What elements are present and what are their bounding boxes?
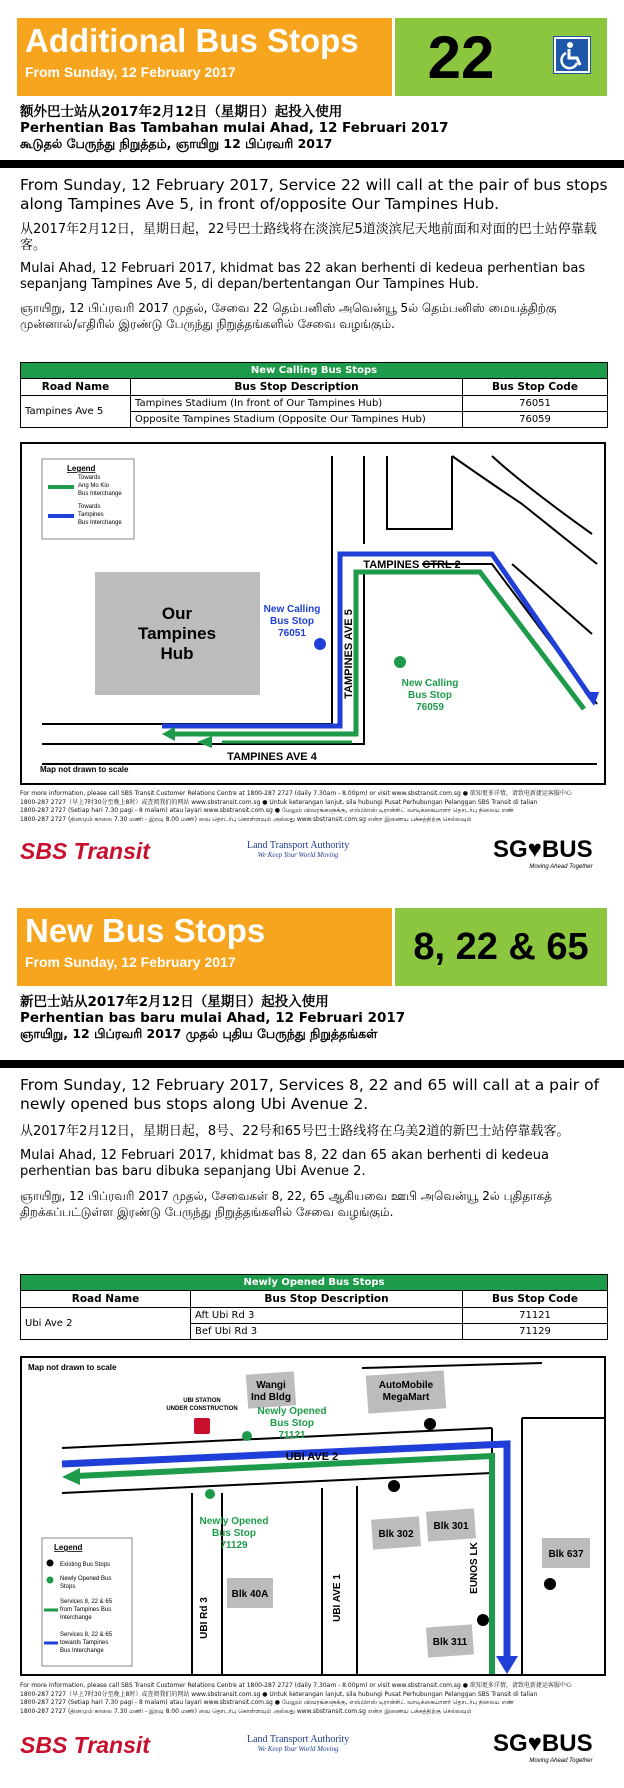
stop-code: 71121 xyxy=(463,1308,608,1324)
wheelchair-icon xyxy=(554,37,590,73)
map-tampines xyxy=(20,442,606,785)
map-note: Map not drawn to scale xyxy=(40,765,129,774)
stop-desc: Opposite Tampines Stadium (Opposite Our Tampines Hub) xyxy=(131,412,463,428)
section2-table xyxy=(20,1274,608,1340)
svg-text:AutoMobile: AutoMobile xyxy=(378,1380,434,1391)
hub-label: Our xyxy=(161,604,193,623)
section1-zh-body: 从2017年2月12日，星期日起，22号巴士路线将在淡滨尼5道淡滨尼天地前面和对面的巴士站停靠载客。 xyxy=(20,222,597,253)
svg-text:71121: 71121 xyxy=(278,1430,306,1441)
th-desc: Bus Stop Description xyxy=(131,379,463,396)
road-name: Ubi Ave 2 xyxy=(21,1308,191,1340)
svg-text:Stops: Stops xyxy=(60,1584,76,1590)
map2-legend xyxy=(42,1538,132,1666)
map-ubi xyxy=(20,1356,606,1676)
section1-ms: Perhentian Bas Tambahan mulai Ahad, 12 Februari 2017 xyxy=(20,120,449,136)
svg-text:Towards: Towards xyxy=(78,475,101,481)
blk-311-label: Blk 311 xyxy=(432,1637,468,1648)
section1-service-number: 22 xyxy=(427,23,495,91)
table-caption: Newly Opened Bus Stops xyxy=(21,1275,608,1291)
section2-ta-body: ஞாயிறு, 12 பிப்ரவரி 2017 முதல், சேவைகள் 8, 22, 65 ஆகியவை ஊபி அவென்யூ 2ல் புதிதாகத் திறக்கப்பட்டுள்ள இரண்டு பேருந்து நிறுத்தங்களில் சேவை வழங்கும். xyxy=(20,1189,552,1219)
road-label-eunos: EUNOS LK xyxy=(469,1542,480,1594)
svg-text:Bus Stop: Bus Stop xyxy=(408,690,452,701)
svg-text:Bus Interchange: Bus Interchange xyxy=(60,1648,104,1654)
svg-text:UNDER CONSTRUCTION: UNDER CONSTRUCTION xyxy=(166,1406,238,1412)
svg-text:Bus Interchange: Bus Interchange xyxy=(78,520,122,526)
svg-text:Hub: Hub xyxy=(160,644,194,663)
svg-text:Services 8, 22 & 65: Services 8, 22 & 65 xyxy=(60,1599,113,1605)
svg-text:from Tampines Bus: from Tampines Bus xyxy=(60,1607,112,1613)
section1-ta: கூடுதல் பேருந்து நிறுத்தம், ஞாயிறு 12 பிப்ரவரி 2017 xyxy=(20,136,333,151)
section1-zh: 额外巴士站从2017年2月12日（星期日）起投入使用 xyxy=(20,104,343,120)
stop-76051 xyxy=(314,638,326,650)
svg-text:Bus Interchange: Bus Interchange xyxy=(78,491,122,497)
svg-text:Existing Bus Stops: Existing Bus Stops xyxy=(60,1562,111,1568)
existing-stop xyxy=(424,1418,436,1430)
svg-text:Wangi: Wangi xyxy=(256,1380,286,1391)
existing-stop xyxy=(477,1614,489,1626)
svg-text:Bus Stop: Bus Stop xyxy=(212,1528,256,1539)
blk-637-label: Blk 637 xyxy=(548,1549,584,1560)
sbs-transit-logo: SBS Transit xyxy=(20,838,150,864)
lta-logo: Land Transport Authority We Keep Your World Moving xyxy=(247,840,350,859)
footer-2: For more information, please call SBS Transit Customer Relations Centre at 1800-287 2727 (daily 7.30am - 8.00pm) or visit www.sbstransit.com.sg ● 欲知更多详情，请致电新捷运客服中心 1800-287 2727（早上7时30分至晚上8时）或查阅我们的网站 www.sbstransit.com.sg ● Untuk keterangan lanjut, sila hubungi Pusat Perhubungan Pelanggan SBS Transit di talian 1800-287 2727 (Setiap hari 7.30 pagi - 8 malam) atau layari www.sbstransit.com.sg ● மேலும் விவரங்களுக்கு, எஸ்பிஎஸ் டிரான்சிட் வாடிக்கையாளர் தொடர்பு நிலைய எண் 1800-287 2727 (தினமும் காலை 7.30 மணி - இரவு 8.00 மணி) வை தொடர்பு கொள்ளவும் அல்லது www.sbstransit.com.sg என்ற இணைய பக்கத்திற்கு செல்லவும் xyxy=(20,1682,572,1715)
section1-subheads xyxy=(20,104,449,152)
section2-header xyxy=(17,908,392,986)
th-code: Bus Stop Code xyxy=(463,379,608,396)
stop-76059 xyxy=(394,656,406,668)
svg-text:Bus Stop: Bus Stop xyxy=(270,1418,314,1429)
road-label-ave4: TAMPINES AVE 4 xyxy=(227,751,317,763)
sgbus-logo: SG♥BUS Moving Ahead Together xyxy=(493,1730,593,1764)
svg-text:76059: 76059 xyxy=(416,702,444,713)
th-desc: Bus Stop Description xyxy=(191,1291,463,1308)
sbs-transit-logo: SBS Transit xyxy=(20,1732,150,1758)
svg-text:Ang Mo Kio: Ang Mo Kio xyxy=(78,483,110,489)
svg-text:MegaMart: MegaMart xyxy=(382,1392,430,1403)
section1-ta-body: ஞாயிறு, 12 பிப்ரவரி 2017 முதல், சேவை 22 தெம்பனிஸ் அவென்யூ 5ல் தெம்பனிஸ் மையத்திற்கு முன்னால்/எதிரில் இரண்டு பேருந்து நிறுத்தங்களில் சேவை வழங்கும். xyxy=(20,301,557,331)
section2-ms: Perhentian bas baru mulai Ahad, 12 Februari 2017 xyxy=(20,1010,406,1026)
svg-text:UBI STATION: UBI STATION xyxy=(183,1398,221,1404)
legend-title: Legend xyxy=(67,464,96,473)
svg-text:Bus Stop: Bus Stop xyxy=(270,616,314,627)
svg-text:Services 8, 22 & 65: Services 8, 22 & 65 xyxy=(60,1632,113,1638)
th-road: Road Name xyxy=(21,379,131,396)
section1-date: From Sunday, 12 February 2017 xyxy=(25,64,236,80)
divider xyxy=(0,160,624,168)
section2-subheads xyxy=(20,994,405,1042)
section2-date: From Sunday, 12 February 2017 xyxy=(25,954,236,970)
lta-logo: Land Transport Authority We Keep Your World Moving xyxy=(247,1734,350,1753)
section2-en: From Sunday, 12 February 2017, Services 8, 22 and 65 will call at a pair of newly opened bus stops along Ubi Avenue 2. xyxy=(20,1076,600,1113)
section1-ms-body: Mulai Ahad, 12 Februari 2017, khidmat bas 22 akan berhenti di kedeua perhentian bas sepanjang Tampines Ave 5, di depan/bertentangan Our Tampines Hub. xyxy=(20,261,586,292)
sgbus-logo: SG♥BUS Moving Ahead Together xyxy=(493,836,593,870)
road-label-ave2: UBI AVE 2 xyxy=(285,1451,339,1463)
th-road: Road Name xyxy=(21,1291,191,1308)
divider xyxy=(0,1060,624,1068)
stop-71121 xyxy=(242,1431,252,1441)
blk-302-label: Blk 302 xyxy=(378,1529,414,1540)
svg-text:Towards: Towards xyxy=(78,504,101,510)
road-label-rd3: UBI Rd 3 xyxy=(199,1597,210,1639)
map-note: Map not drawn to scale xyxy=(28,1363,117,1372)
station-icon xyxy=(194,1418,210,1434)
footer-1: For more information, please call SBS Transit Customer Relations Centre at 1800-287 2727 (daily 7.30am - 8.00pm) or visit www.sbstransit.com.sg ● 欲知更多详情，请致电新捷运客服中心 1800-287 2727（早上7时30分至晚上8时）或查阅我们的网站 www.sbstransit.com.sg ● Untuk keterangan lanjut, sila hubungi Pusat Perhubungan Pelanggan SBS Transit di talian 1800-287 2727 (Setiap hari 7.30 pagi - 8 malam) atau layari www.sbstransit.com.sg ● மேலும் விவரங்களுக்கு, எஸ்பிஎஸ் டிரான்சிட் வாடிக்கையாளர் தொடர்பு நிலைய எண் 1800-287 2727 (தினமும் காலை 7.30 மணி - இரவு 8.00 மணி) வை தொடர்பு கொள்ளவும் அல்லது www.sbstransit.com.sg என்ற இணைய பக்கத்திற்கு செல்லவும் xyxy=(20,790,572,823)
road-label-ave1: UBI AVE 1 xyxy=(332,1574,343,1622)
svg-text:Newly Opened: Newly Opened xyxy=(199,1516,269,1527)
svg-text:Newly Opened: Newly Opened xyxy=(257,1406,327,1417)
svg-text:Tampines: Tampines xyxy=(78,512,104,518)
existing-stop xyxy=(544,1578,556,1590)
map1-legend xyxy=(42,459,134,539)
table-row xyxy=(21,1308,608,1324)
section1-body xyxy=(20,176,608,332)
svg-text:71129: 71129 xyxy=(220,1540,248,1551)
svg-text:towards Tampines: towards Tampines xyxy=(60,1640,109,1646)
section2-service-box xyxy=(395,908,607,986)
blk-40a-label: Blk 40A xyxy=(231,1589,269,1600)
section1-table xyxy=(20,362,608,428)
blk-301-label: Blk 301 xyxy=(433,1521,469,1532)
existing-stop xyxy=(388,1480,400,1492)
stop-desc: Tampines Stadium (In front of Our Tampines Hub) xyxy=(131,396,463,412)
section1-title: Additional Bus Stops xyxy=(25,22,359,59)
svg-text:New Calling: New Calling xyxy=(263,604,321,615)
section2-service-numbers: 8, 22 & 65 xyxy=(413,925,589,968)
road-label-ave5: TAMPINES AVE 5 xyxy=(343,609,355,699)
section2-zh-body: 从2017年2月12日，星期日起，8号、22号和65号巴士路线将在乌美2道的新巴士站停靠载客。 xyxy=(20,1124,570,1139)
direction-arrow xyxy=(197,736,212,748)
road-name: Tampines Ave 5 xyxy=(21,396,131,428)
section2-ms-body: Mulai Ahad, 12 Februari 2017, khidmat bas 8, 22 dan 65 akan berhenti di kedeua perhentian bas baru dibuka sepanjang Ubi Avenue 2. xyxy=(20,1148,549,1179)
road-label-ctrl2: TAMPINES CTRL 2 xyxy=(363,559,461,571)
section1-en: From Sunday, 12 February 2017, Service 22 will call at the pair of bus stops along Tampines Ave 5, in front of/opposite Our Tampines Hub. xyxy=(20,176,608,213)
stop-code: 76059 xyxy=(463,412,608,428)
th-code: Bus Stop Code xyxy=(463,1291,608,1308)
stop-code: 71129 xyxy=(463,1324,608,1340)
section2-zh: 新巴士站从2017年2月12日（星期日）起投入使用 xyxy=(20,994,329,1010)
stop-desc: Aft Ubi Rd 3 xyxy=(191,1308,463,1324)
table-row xyxy=(21,396,608,412)
svg-text:New Calling: New Calling xyxy=(401,678,459,689)
svg-text:76051: 76051 xyxy=(278,628,306,639)
table-caption: New Calling Bus Stops xyxy=(21,363,608,379)
stop-71129 xyxy=(205,1489,215,1499)
section2-ta: ஞாயிறு, 12 பிப்ரவரி 2017 முதல் புதிய பேருந்து நிறுத்தங்கள் xyxy=(20,1026,378,1041)
section1-header xyxy=(17,18,392,96)
svg-text:Tampines: Tampines xyxy=(137,624,217,643)
stop-desc: Bef Ubi Rd 3 xyxy=(191,1324,463,1340)
svg-text:Legend: Legend xyxy=(54,1543,83,1552)
map2-roads xyxy=(62,1363,604,1674)
stop-code: 76051 xyxy=(463,396,608,412)
section2-body xyxy=(20,1076,608,1220)
section2-title: New Bus Stops xyxy=(25,912,266,949)
svg-text:Newly Opened Bus: Newly Opened Bus xyxy=(60,1576,112,1582)
svg-text:Ind Bldg: Ind Bldg xyxy=(251,1392,291,1403)
svg-text:Interchange: Interchange xyxy=(60,1615,92,1621)
